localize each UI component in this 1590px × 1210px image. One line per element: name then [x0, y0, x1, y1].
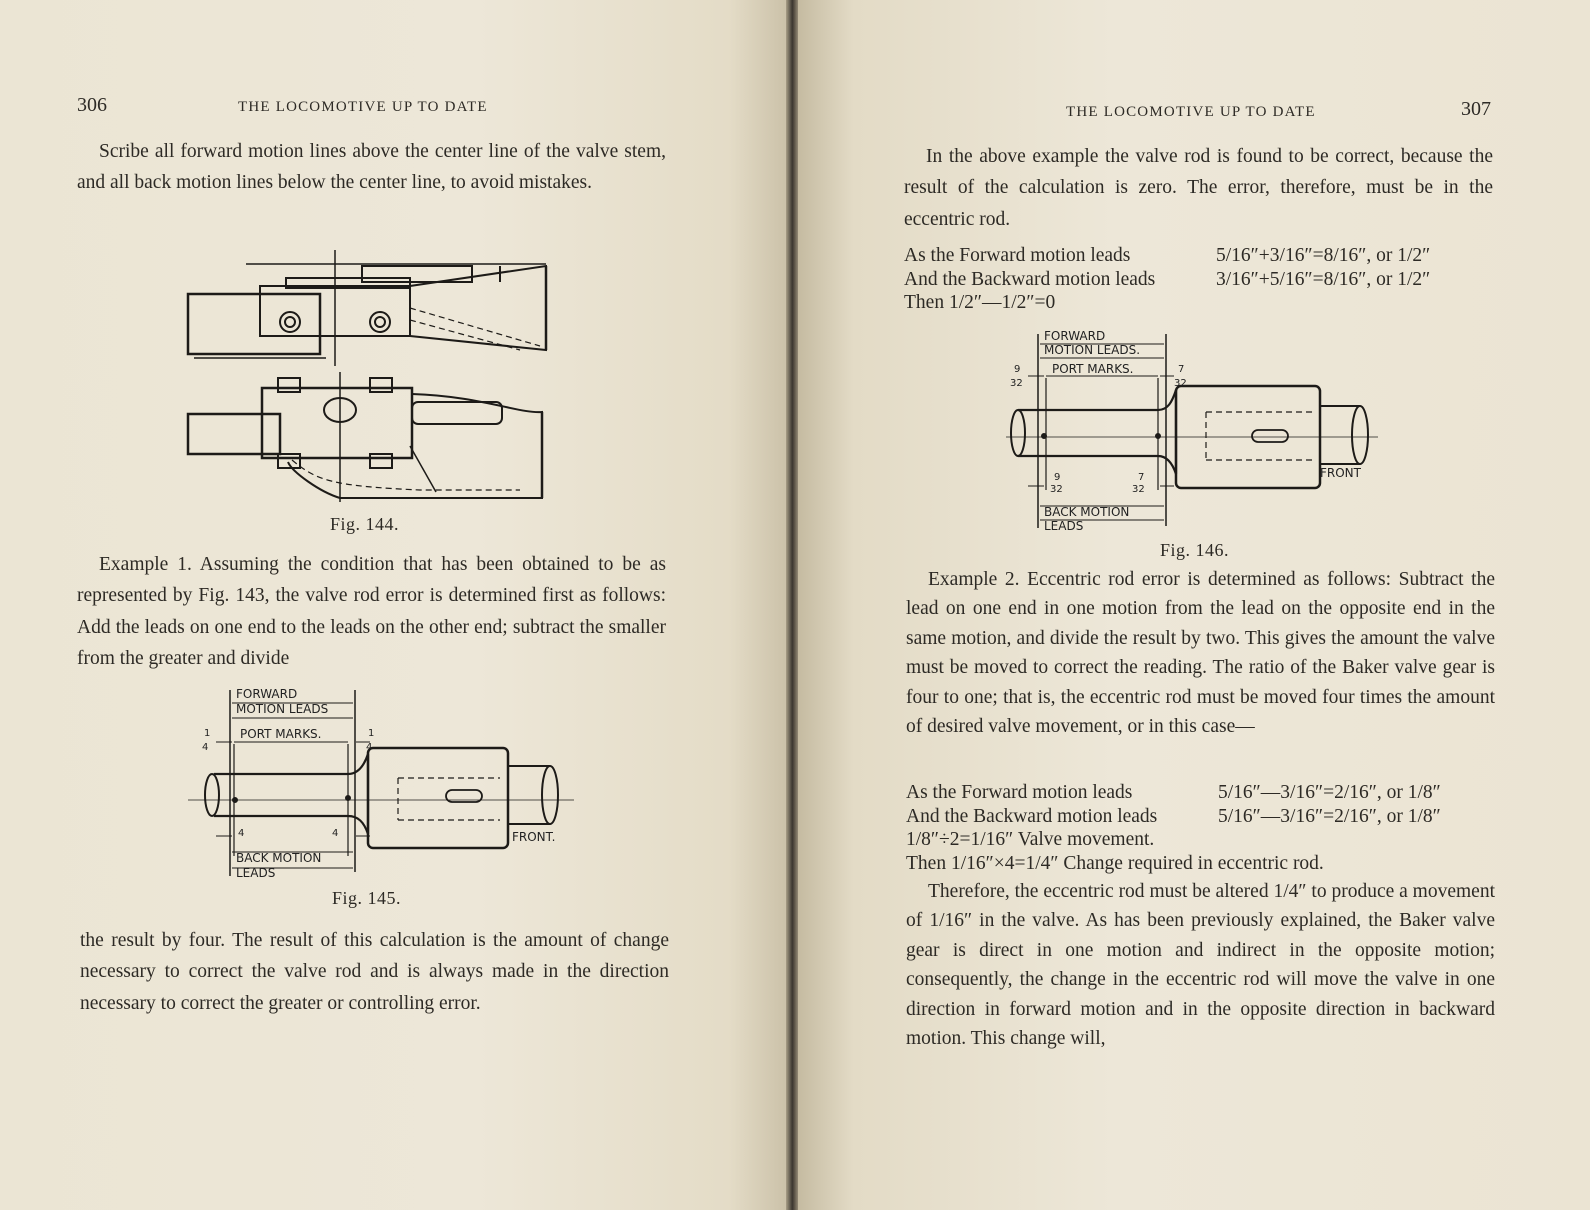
fig146-forward-label: FORWARD: [1044, 329, 1106, 343]
paragraph: Example 1. Assuming the condition that has been obtained to be as represented by Fig. 143, the valve rod error is determined first as follows: Add the leads on one end to the leads on the other end; subtract the smaller from the greater and divide: [77, 554, 666, 670]
running-head: THE LOCOMOTIVE UP TO DATE: [238, 99, 488, 115]
page-number: 307: [1461, 98, 1491, 120]
figure-144-drawing: [180, 246, 552, 508]
fig146-fraction-num: 9: [1014, 364, 1021, 375]
fig145-back-label: BACK MOTION: [236, 851, 322, 865]
paragraph: Example 2. Eccentric rod error is determined as follows: Subtract the lead on one end in one motion from the lead on the opposite end in the same motion, and divide the result by two. This gives the amount the valve must be moved to correct the reading. The ratio of the Baker valve gear is four to one; that is, the eccentric rod must be moved four times the amount of desired valve movement, or in this case—: [906, 569, 1495, 738]
paragraph: In the above example the valve rod is found to be correct, because the result of the calculation is zero. The error, therefore, must be in the eccentric rod.: [904, 146, 1493, 230]
figure-146-caption: Fig. 146.: [1160, 540, 1230, 560]
fig146-back-label: BACK MOTION: [1044, 505, 1130, 519]
paragraph: Scribe all forward motion lines above the center line of the valve stem, and all back motion lines below the center line, to avoid mistakes.: [77, 141, 666, 194]
fig145-fraction-den: 4: [332, 828, 339, 839]
figure-145-caption: Fig. 145.: [332, 888, 402, 908]
calculation-block: [906, 781, 1496, 875]
fig146-fraction-num: 9: [1054, 472, 1061, 483]
calc-value: 3/16″+5/16″=8/16″, or 1/2″: [1216, 268, 1431, 290]
figure-146-drawing: [1006, 330, 1378, 534]
right-page: [798, 0, 1590, 1210]
fig145-fraction-den: 4: [238, 828, 245, 839]
fig146-port-label: PORT MARKS.: [1052, 362, 1134, 376]
calc-label: And the Backward motion leads: [906, 805, 1158, 827]
fig145-fraction-num: 1: [204, 728, 211, 739]
calc-label: As the Forward motion leads: [906, 782, 1133, 803]
fig145-forward-label: FORWARD: [236, 687, 298, 701]
fig146-fraction-den: 32: [1050, 484, 1063, 495]
fig146-fraction-den: 32: [1132, 484, 1145, 495]
fig146-fraction-num: 7: [1138, 472, 1145, 483]
fig146-forward-label: MOTION LEADS.: [1044, 343, 1141, 357]
calc-label: As the Forward motion leads: [904, 245, 1131, 266]
calculation-block: [904, 244, 1494, 315]
fig146-fraction-den: 32: [1010, 378, 1023, 389]
figure-145-drawing: [188, 686, 574, 884]
paragraph: the result by four. The result of this calculation is the amount of change necessary to correct the valve rod and is always made in the direction necessary to correct the greater or controlling error.: [80, 930, 669, 1014]
calc-value: 5/16″—3/16″=2/16″, or 1/8″: [1218, 805, 1441, 827]
fig146-fraction-den: 32: [1174, 378, 1187, 389]
running-head: THE LOCOMOTIVE UP TO DATE: [1066, 104, 1316, 120]
calc-value: 5/16″+3/16″=8/16″, or 1/2″: [1216, 245, 1431, 266]
fig145-forward-label: MOTION LEADS: [236, 702, 329, 716]
figure-144-caption: Fig. 144.: [330, 514, 400, 534]
calc-label: And the Backward motion leads: [904, 268, 1156, 290]
fig145-fraction-den: 4: [202, 742, 209, 753]
fig145-fraction-num: 1: [368, 728, 375, 739]
left-page: [0, 0, 792, 1210]
fig145-fraction-den: 4: [366, 742, 373, 753]
fig145-back-label: LEADS: [236, 866, 276, 880]
calc-result: Then 1/16″×4=1/4″ Change required in eccentric rod.: [906, 852, 1324, 874]
fig146-front-label: FRONT: [1320, 466, 1361, 480]
fig145-front-label: FRONT.: [512, 830, 556, 844]
calc-value: 5/16″—3/16″=2/16″, or 1/8″: [1218, 782, 1441, 803]
fig146-fraction-num: 7: [1178, 364, 1185, 375]
fig145-port-label: PORT MARKS.: [240, 727, 322, 741]
fig146-back-label: LEADS: [1044, 519, 1084, 533]
paragraph: Therefore, the eccentric rod must be altered 1/4″ to produce a movement of 1/16″ in the valve. As has been previously explained, the Baker valve gear is direct in one motion and indirect in the opposite motion; consequently, the change in the eccentric rod will move the valve in one direction in forward motion and in the opposite direction in backward motion. This change will,: [906, 881, 1495, 1050]
calc-result: Then 1/2″—1/2″=0: [904, 292, 1056, 313]
page-number: 306: [77, 94, 107, 116]
calc-result: 1/8″÷2=1/16″ Valve movement.: [906, 829, 1155, 850]
